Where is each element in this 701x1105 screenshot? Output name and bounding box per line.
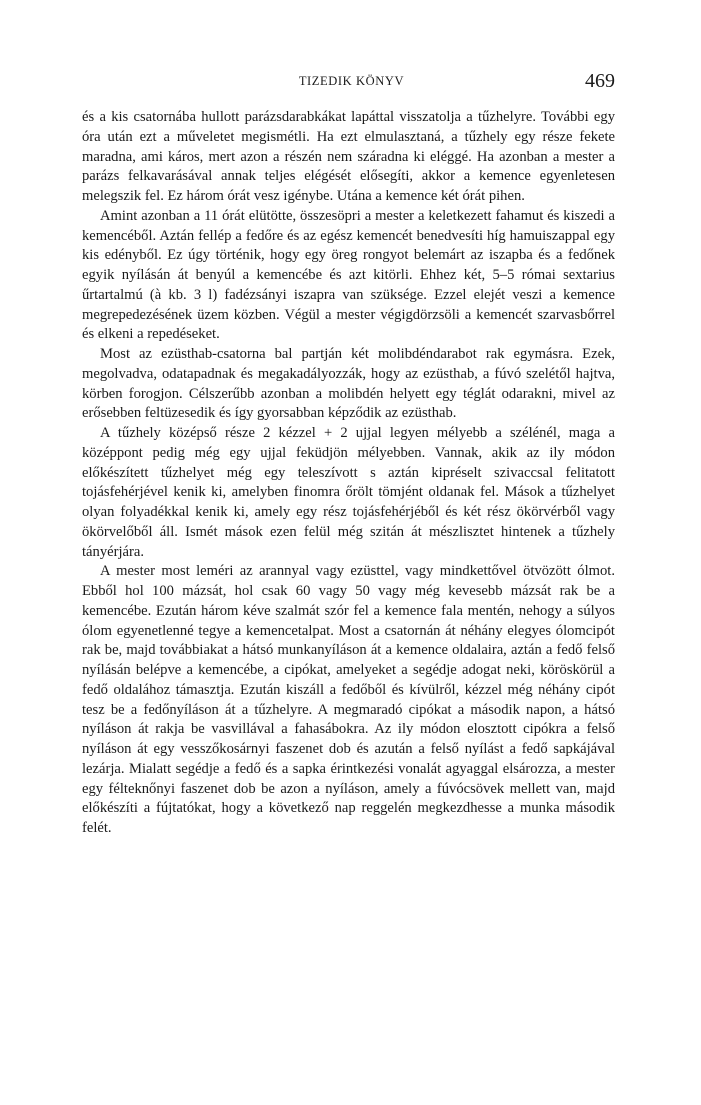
running-title: TIZEDIK KÖNYV (298, 74, 405, 88)
page-number: 469 (585, 70, 615, 92)
page-header (84, 70, 619, 96)
paragraph-4: A tűzhely középső része 2 kézzel + 2 ujjal legyen mélyebb a szélénél, maga a középpont pedig még egy ujjal feküdjön mélyebben. Vannak, akik az ily módon előkészített tűzhelyet még egy teleszívott s aztán kipréselt szivaccsal felitatott tojásfehérjével kenik ki, amelyben finomra őrölt tömjént oldanak fel. Mások a tűzhelyet olyan folyadékkal kenik ki, amely egy rész tojásfehérjéből és két rész ökörvérből vagy ökörvelőből áll. Ismét mások ezen felül még szitán át mészlisztet hintenek a tűzhely tányérjára. (82, 425, 615, 560)
paragraph-3: Most az ezüsthab-csatorna bal partján két molibdéndarabot rak egymásra. Ezek, megolvadva, odatapadnak és megakadályozzák, hogy az ezüsthab, a fúvó szelétől hajtva, körben forogjon. Célszerűbb azonban a molibdén helyett egy téglát odarakni, mivel az erősebben feltüzesedik és így gyorsabban képződik az ezüsthab. (82, 346, 615, 422)
paragraph-5: A mester most leméri az arannyal vagy ezüsttel, vagy mindkettővel ötvözött ólmot. Ebből hol 100 mázsát, hol csak 60 vagy 50 vagy még kevesebb mázsát rak be a kemencébe. Ezután három kéve szalmát szór fel a kemence fala mentén, nehogy a súlyos ólom egyenetlenné tegye a kemencetalpat. Most a csatornán át néhány elegyes ólomcipót rak be, majd továbbiakat a hátsó munkanyíláson át a kemence oldalaira, aztán a fedő felső nyílásán belépve a kemencébe, a cipókat, amelyeket a segédje adogat neki, köröskörül a fedő oldalához támasztja. Ezután kiszáll a fedőből és kívülről, kézzel még néhány cipót tesz be a fedőnyíláson át a tűzhelyre. A megmaradó cipókat a második napon, a hátsó nyíláson át rakja be vasvillával a fahasábokra. Az ily módon elosztott cipókra a felső nyíláson át egy vesszőkosárnyi faszenet dob és azután a felső nyílást a fedő sapkájával lezárja. Mialatt segédje a fedő és a sapka érintkezési vonalát agyaggal elsározza, a mester egy félteknőnyi faszenet dob be azon a nyíláson, amely a fúvócsövek mellett van, majd előkészíti a fújtatókat, hogy a következő nap reggelén megkezdhesse a munka második felét. (82, 563, 615, 836)
body-text (82, 108, 615, 839)
paragraph-1: és a kis csatornába hullott parázsdarabkákat lapáttal visszatolja a tűzhelyre. További egy óra után ezt a műveletet megismétli. Ha ezt elmulasztaná, a tűzhely egy része fekete maradna, ami káros, mert azon a részén nem száradna ki eléggé. Ha azonban a mester a parázs felkavarásával annak teljes elégését elősegíti, akkor a kemence egyenletesen melegszik fel. Ez három órát vesz igénybe. Utána a kemence két órát pihen. (82, 109, 615, 204)
paragraph-2: Amint azonban a 11 órát elütötte, összesöpri a mester a keletkezett fahamut és kiszedi a kemencéből. Aztán fellép a fedőre és az egész kemencét benedvesíti híg hamuiszappal egy kis edényből. Ez úgy történik, hogy egy öreg rongyot belemárt az iszapba és a fedőnek egyik nyílásán át benyúl a kemencébe és azt kitörli. Ehhez két, 5–5 római sextarius űrtartalmú (à kb. 3 l) fadézsányi iszapra van szüksége. Ezzel elejét veszi a kemence megrepedezésének üzem közben. Végül a mester végigdörzsöli a kemencét szarvasbőrrel és elkeni a repedéseket. (82, 207, 615, 343)
